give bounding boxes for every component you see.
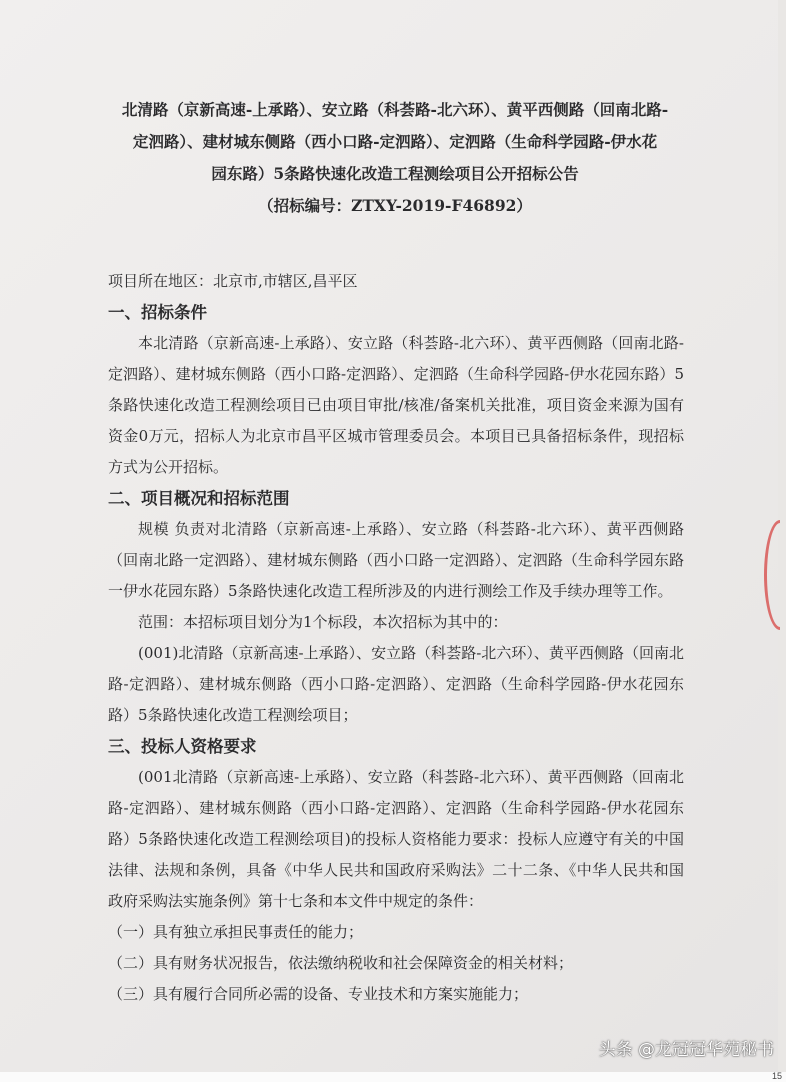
page-bottom-margin — [0, 1072, 786, 1082]
paragraph: (001)北清路（京新高速-上承路）、安立路（科荟路-北六环）、黄平西侧路（回南北路-定泗路）、建材城东侧路（西小口路-定泗路）、定泗路（生命科学园路-伊水花园东路）5条路快速化改造工程测绘项目； — [108, 644, 684, 724]
section-heading: 三、投标人资格要求 — [108, 737, 257, 756]
paragraph: 范围：本招标项目划分为1个标段，本次招标为其中的： — [138, 613, 508, 631]
red-seal-stamp — [764, 520, 780, 630]
list-item: （三）具有履行合同所必需的设备、专业技术和方案实施能力； — [108, 985, 529, 1003]
page-number: 15 — [771, 1071, 782, 1081]
project-location: 项目所在地区：北京市,市辖区,昌平区 — [108, 272, 358, 290]
list-item: （二）具有财务状况报告，依法缴纳税收和社会保障资金的相关材料； — [108, 954, 574, 972]
title-line: 定泗路）、建材城东侧路（西小口路-定泗路）、定泗路（生命科学园路-伊水花 — [132, 132, 658, 151]
title-line: 园东路）5条路快速化改造工程测绘项目公开招标公告 — [211, 164, 579, 183]
watermark: 头条 @龙冠冠华苑秘书 — [598, 1040, 774, 1060]
paragraph: 本北清路（京新高速-上承路）、安立路（科荟路-北六环）、黄平西侧路（回南北路-定泗路）、建材城东侧路（西小口路-定泗路）、定泗路（生命科学园路-伊水花园东路）5条路快速化改造工程测绘项目已由项目审批/核准/备案机关批准，项目资金来源为国有资金0万元，招标人为北京市昌平区城市管理委员会。本项目已具备招标条件，现招标方式为公开招标。 — [108, 334, 684, 476]
document-body — [108, 266, 684, 1010]
list-item: （一）具有独立承担民事责任的能力； — [108, 923, 364, 941]
paragraph: (001北清路（京新高速-上承路）、安立路（科荟路-北六环）、黄平西侧路（回南北路-定泗路）、建材城东侧路（西小口路-定泗路）、定泗路（生命科学园路-伊水花园东路）5条路快速化改造工程测绘项目)的投标人资格能力要求：投标人应遵守有关的中国法律、法规和条例，具备《中华人民共和国政府采购法》二十二条、《中华人民共和国政府采购法实施条例》第十七条和本文件中规定的条件： — [108, 768, 684, 910]
section-heading: 二、项目概况和招标范围 — [108, 489, 290, 508]
document-title — [100, 94, 690, 222]
title-line: 北清路（京新高速-上承路）、安立路（科荟路-北六环）、黄平西侧路（回南北路- — [121, 100, 669, 119]
paragraph: 规模 负责对北清路（京新高速-上承路）、安立路（科荟路-北六环）、黄平西侧路（回南北路一定泗路）、建材城东侧路（西小口路一定泗路）、定泗路（生命科学园东路一伊水花园东路）5条路快速化改造工程所涉及的内进行测绘工作及手续办理等工作。 — [108, 520, 684, 600]
section-heading: 一、招标条件 — [108, 303, 207, 322]
tender-number: （招标编号：ZTXY-2019-F46892） — [258, 196, 532, 215]
